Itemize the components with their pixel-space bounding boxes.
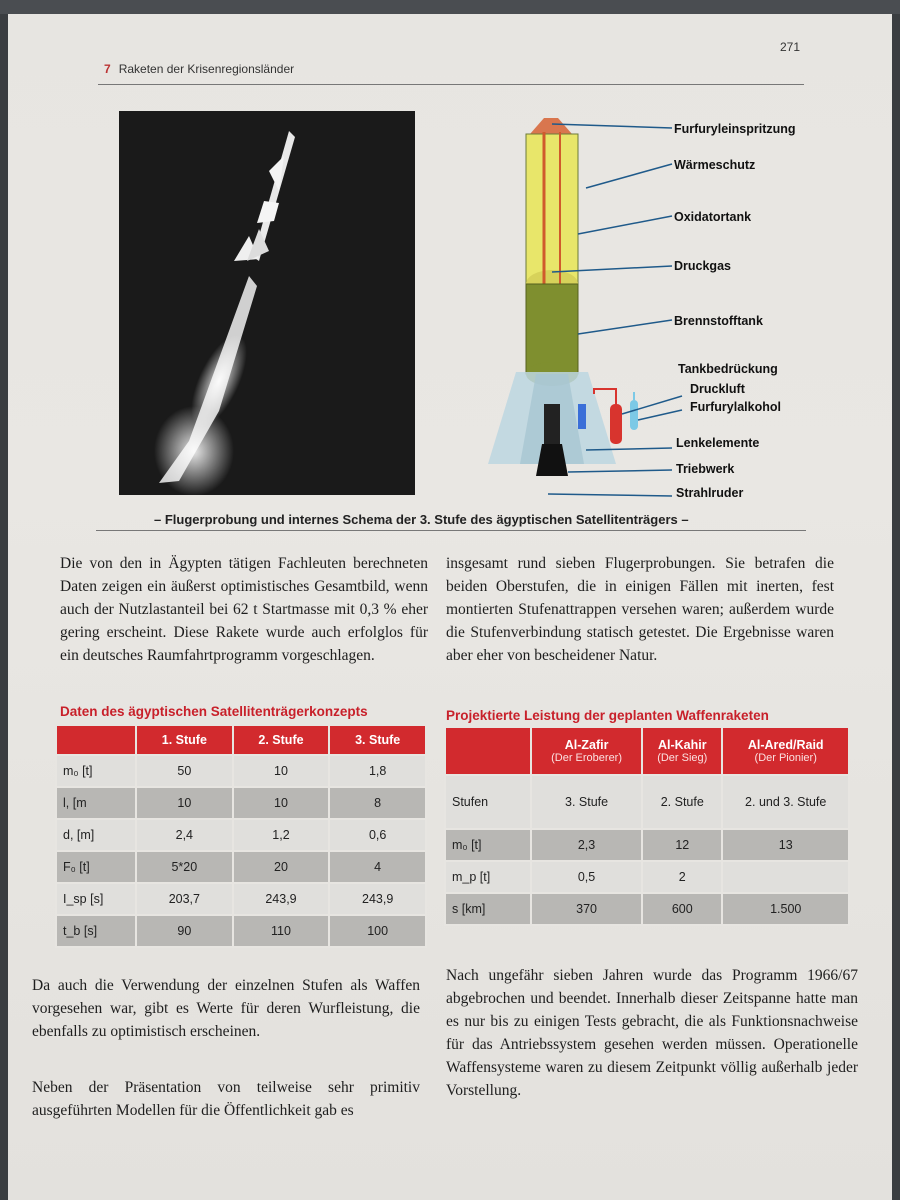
table2-cell: 370: [531, 893, 642, 925]
table2-cell: 2,3: [531, 829, 642, 861]
table1-cell: 100: [329, 915, 426, 947]
chapter-title: Raketen der Krisenregionsländer: [118, 62, 295, 76]
table1-header-stufe2: 2. Stufe: [233, 725, 330, 755]
table-satellite-carrier-data: [55, 724, 427, 948]
table2-title: Projektierte Leistung der geplanten Waffenraketen: [446, 708, 769, 723]
table1-row-header: l, [m: [56, 787, 136, 819]
table1-cell: 5*20: [136, 851, 233, 883]
table2-header-empty: [445, 727, 531, 775]
table1-row-header: F₀ [t]: [56, 851, 136, 883]
table1-cell: 10: [136, 787, 233, 819]
screen-bezel: [0, 0, 900, 14]
table1-cell: 0,6: [329, 819, 426, 851]
table1-cell: 243,9: [233, 883, 330, 915]
table1-row-header: m₀ [t]: [56, 755, 136, 787]
table1-cell: 110: [233, 915, 330, 947]
table1-row: [56, 819, 426, 851]
table1-cell: 1,8: [329, 755, 426, 787]
rocket-launch-photo: [119, 111, 415, 495]
table2-cell: 3. Stufe: [531, 775, 642, 829]
table-weapon-rocket-performance: [444, 726, 850, 926]
table2-row-header: m₀ [t]: [445, 829, 531, 861]
chapter-number: 7: [104, 62, 111, 76]
table1-cell: 2,4: [136, 819, 233, 851]
table1-header-empty: [56, 725, 136, 755]
page-number: 271: [780, 40, 801, 54]
table1-cell: 20: [233, 851, 330, 883]
table1-cell: 203,7: [136, 883, 233, 915]
table2-header-al-ared-raid: Al-Ared/Raid (Der Pionier): [722, 727, 849, 775]
paragraph-left-mid: Da auch die Verwendung der einzelnen Stufen als Waffen vorgesehen war, gibt es Werte für deren Wurfleistung, die ebenfalls zu optimistisch erscheinen.: [32, 977, 420, 1040]
label-druckgas: Druckgas: [674, 259, 731, 273]
rocket-schema-diagram: [486, 104, 826, 504]
table2-row-header: m_p [t]: [445, 861, 531, 893]
table2-cell: 1.500: [722, 893, 849, 925]
table2-header-al-zafir: Al-Zafir (Der Eroberer): [531, 727, 642, 775]
label-furfuryleinspritzung: Furfuryleinspritzung: [674, 122, 796, 136]
table2-cell: 0,5: [531, 861, 642, 893]
table1-row: [56, 915, 426, 947]
table1-cell: 8: [329, 787, 426, 819]
table1-header-stufe1: 1. Stufe: [136, 725, 233, 755]
table1-row: [56, 787, 426, 819]
paragraph-right-top: insgesamt rund sieben Flugerprobungen. Sie betrafen die beiden Oberstufen, die in einigen Fällen mit inerten, fest montierten Stufenattrappen versehen waren; außerdem wurde die Stufenverbindung statisch getestet. Die Ergebnisse waren aber eher von bescheidener Natur.: [446, 555, 834, 664]
table1-cell: 4: [329, 851, 426, 883]
label-triebwerk: Triebwerk: [676, 462, 735, 476]
table1-cell: 243,9: [329, 883, 426, 915]
table2-row: [445, 829, 849, 861]
table1-row-header: t_b [s]: [56, 915, 136, 947]
table2-cell: 2. Stufe: [642, 775, 722, 829]
table1-cell: 10: [233, 755, 330, 787]
table2-cell: 2: [642, 861, 722, 893]
label-furfurylalkohol: Furfurylalkohol: [690, 400, 781, 414]
table1-row: [56, 883, 426, 915]
paragraph-left-bottom: Neben der Präsentation von teilweise sehr primitiv ausgeführten Modellen für die Öffentlichkeit gab es: [32, 1079, 420, 1119]
table1-cell: 50: [136, 755, 233, 787]
label-strahlruder: Strahlruder: [676, 486, 744, 500]
header-rule: [98, 84, 804, 85]
table1-row: [56, 851, 426, 883]
table2-cell: 600: [642, 893, 722, 925]
label-waermeschutz: Wärmeschutz: [674, 158, 756, 172]
table2-cell: 2. und 3. Stufe: [722, 775, 849, 829]
table2-row: [445, 775, 849, 829]
label-lenkelemente: Lenkelemente: [676, 436, 760, 450]
table1-cell: 10: [233, 787, 330, 819]
table2-row: [445, 893, 849, 925]
table2-cell: [722, 861, 849, 893]
paragraph-left-top: Die von den in Ägypten tätigen Fachleuten berechneten Daten zeigen ein äußerst optimistisches Gesamtbild, wenn auch der Nutzlastanteil bei 62 t Startmasse mit 0,3 % eher gering erscheint. Diese Rakete wurde auch erfolglos für ein deutsches Raumfahrtprogramm vorgeschlagen.: [60, 555, 428, 664]
label-brennstofftank: Brennstofftank: [674, 314, 763, 328]
figure-caption: – Flugerprobung und internes Schema der 3. Stufe des ägyptischen Satellitenträgers –: [154, 512, 689, 527]
chapter-header: [104, 62, 294, 76]
table1-title: Daten des ägyptischen Satellitenträgerkonzepts: [60, 704, 368, 719]
table1-header-stufe3: 3. Stufe: [329, 725, 426, 755]
table2-cell: 13: [722, 829, 849, 861]
label-druckluft: Druckluft: [690, 382, 745, 396]
table2-row-header: s [km]: [445, 893, 531, 925]
table1-row-header: d, [m]: [56, 819, 136, 851]
label-oxidatortank: Oxidatortank: [674, 210, 752, 224]
label-tankbedrueckung: Tankbedrückung: [678, 362, 778, 376]
caption-rule: [96, 530, 806, 531]
table1-row: [56, 755, 426, 787]
paragraph-right-bottom: Nach ungefähr sieben Jahren wurde das Programm 1966/67 abgebrochen und beendet. Innerhalb dieser Zeitspanne hatte man es nur bis zu einigen Tests gebracht, die als Funktionsnachweise für das Antriebssystem gesehen werden müssen. Operationelle Waffensysteme waren zu diesem Zeitpunkt völlig außerhalb jeder Vorstellung.: [446, 967, 858, 1099]
table2-row: [445, 861, 849, 893]
table2-row-header: Stufen: [445, 775, 531, 829]
book-page: [8, 14, 892, 1200]
table1-cell: 1,2: [233, 819, 330, 851]
table2-cell: 12: [642, 829, 722, 861]
table1-row-header: I_sp [s]: [56, 883, 136, 915]
table1-cell: 90: [136, 915, 233, 947]
table2-header-al-kahir: Al-Kahir (Der Sieg): [642, 727, 722, 775]
